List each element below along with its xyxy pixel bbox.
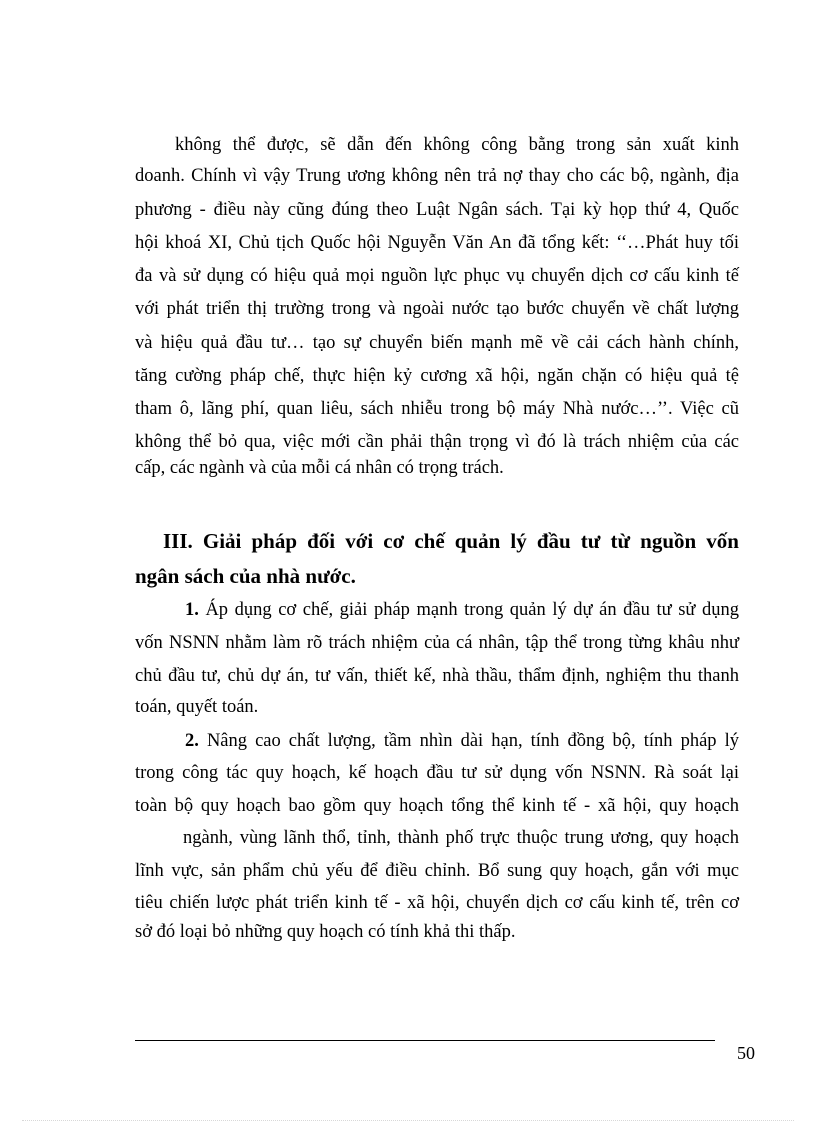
item-first-line — [185, 598, 739, 622]
paragraph-line: không thể bỏ qua, việc mới cần phải thận trọng vì đó là trách nhiệm của các — [135, 432, 739, 452]
paragraph-line: toàn bộ quy hoạch bao gồm quy hoạch tổng thể kinh tế - xã hội, quy hoạch — [135, 796, 739, 816]
paragraph-line: phương - điều này cũng đúng theo Luật Ngân sách. Tại kỳ họp thứ 4, Quốc — [135, 200, 739, 220]
paragraph-line: tham ô, lãng phí, quan liêu, sách nhiễu trong bộ máy Nhà nước…’’. Việc cũ — [135, 399, 739, 419]
paragraph-line: cấp, các ngành và của mỗi cá nhân có trọng trách. — [135, 458, 504, 478]
paragraph-line: sở đó loại bỏ những quy hoạch có tính khả thi thấp. — [135, 922, 516, 942]
item-text: Nâng cao chất lượng, tầm nhìn dài hạn, tính đồng bộ, tính pháp lý — [198, 731, 739, 751]
paragraph-line: và hiệu quả đầu tư… tạo sự chuyển biến mạnh mẽ về cải cách hành chính, — [135, 333, 739, 353]
paragraph-line: chủ đầu tư, chủ dự án, tư vấn, thiết kế, nhà thầu, thẩm định, nghiệm thu thanh — [135, 666, 739, 686]
item-number: 1. — [185, 600, 199, 620]
paragraph-line: với phát triển thị trường trong và ngoài nước tạo bước chuyển về chất lượng — [135, 299, 739, 319]
paragraph-line: tăng cường pháp chế, thực hiện kỷ cương xã hội, ngăn chặn có hiệu quả tệ — [135, 366, 739, 386]
paragraph-line: toán, quyết toán. — [135, 697, 259, 717]
item-first-line — [185, 729, 739, 753]
section-heading-line: III. Giải pháp đối với cơ chế quản lý đầu tư từ nguồn vốn — [163, 529, 739, 553]
page-number: 50 — [737, 1043, 755, 1063]
section-heading-line: ngân sách của nhà nước. — [135, 564, 356, 588]
item-text: Áp dụng cơ chế, giải pháp mạnh trong quản lý dự án đầu tư sử dụng — [198, 600, 739, 620]
paragraph-line: đa và sử dụng có hiệu quả mọi nguồn lực phục vụ chuyển dịch cơ cấu kinh tế — [135, 266, 739, 286]
footer-divider — [135, 1040, 715, 1041]
paragraph-line: không thể được, sẽ dẫn đến không công bằng trong sản xuất kinh — [175, 135, 739, 155]
paragraph-line: lĩnh vực, sản phẩm chủ yếu để điều chỉnh. Bổ sung quy hoạch, gắn với mục — [135, 861, 739, 881]
item-number: 2. — [185, 731, 199, 751]
paragraph-line: ngành, vùng lãnh thổ, tỉnh, thành phố trực thuộc trung ương, quy hoạch — [183, 828, 739, 848]
paragraph-line: hội khoá XI, Chủ tịch Quốc hội Nguyễn Văn An đã tổng kết: ‘‘…Phát huy tối — [135, 233, 739, 253]
paragraph-line: tiêu chiến lược phát triển kinh tế - xã hội, chuyển dịch cơ cấu kinh tế, trên cơ — [135, 893, 739, 913]
paragraph-line: trong công tác quy hoạch, kế hoạch đầu tư sử dụng vốn NSNN. Rà soát lại — [135, 763, 739, 783]
paragraph-line: doanh. Chính vì vậy Trung ương không nên trả nợ thay cho các bộ, ngành, địa — [135, 166, 739, 186]
page-bottom-border — [22, 1120, 794, 1121]
paragraph-line: vốn NSNN nhằm làm rõ trách nhiệm của cá nhân, tập thể trong từng khâu như — [135, 633, 739, 653]
